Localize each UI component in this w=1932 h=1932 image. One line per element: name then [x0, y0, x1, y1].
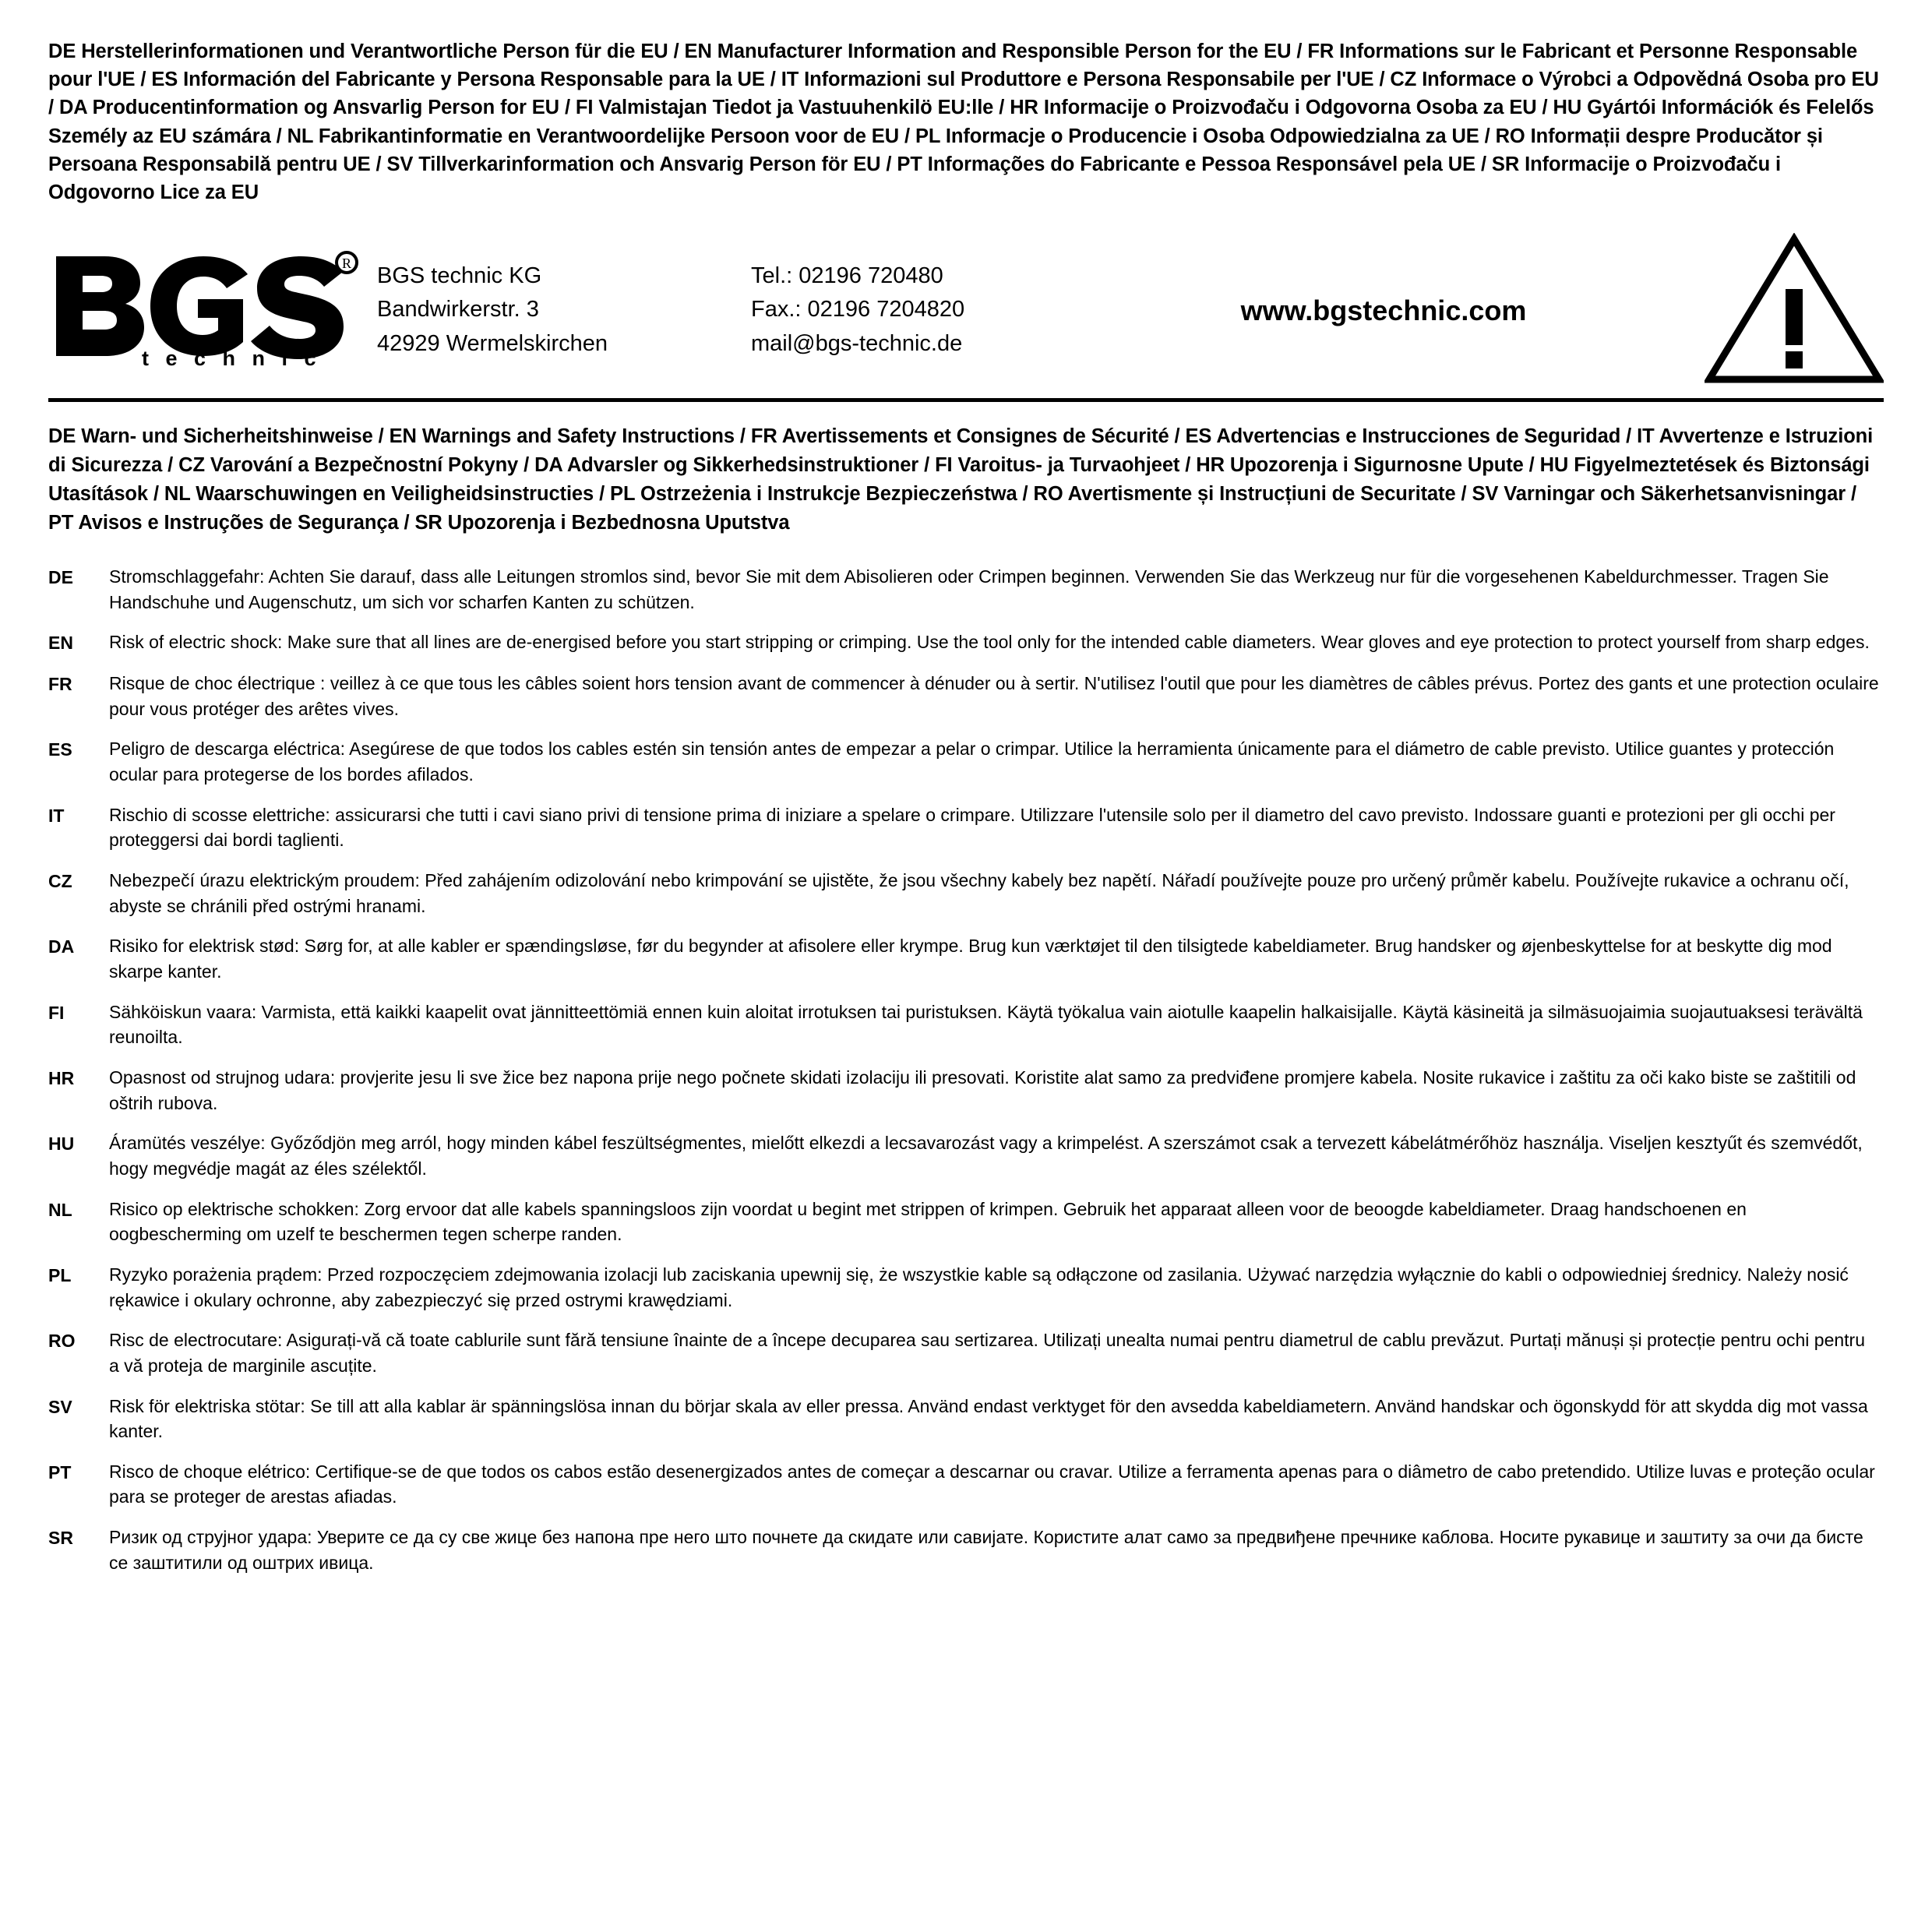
safety-instructions-heading: DE Warn- und Sicherheitshinweise / EN Warnings and Safety Instructions / FR Avertissements et Consignes de Sécurité / ES Advertencias e Instrucciones de Seguridad / IT Avvertenze e Istruzioni di Sicurezza / CZ Varování a Bezpečnostní Pokyny / DA Advarsler og Sikkerhedsinstruktioner / FI Varoitus- ja Turvaohjeet / HR Upozorenja i Sigurnosne Upute / HU Figyelmeztetések és Biztonsági Utasítások / NL Waarschuwingen en Veiligheidsinstructies / PL Ostrzeżenia i Instrukcje Bezpieczeństwa / RO Avertismente și Instrucțiuni de Securitate / SV Varningar och Säkerhetsanvisningar / PT Avisos e Instruções de Segurança / SR Upozorenja i Bezbednosna Uputstva	[48, 425, 1874, 534]
language-code: NL	[48, 1199, 72, 1220]
language-code: HR	[48, 1067, 75, 1088]
list-item	[48, 1459, 1884, 1510]
language-list	[48, 564, 1884, 1575]
language-text: Ryzyko porażenia prądem: Przed rozpoczęciem zdejmowania izolacji lub zaciskania upewnij się, że wszystkie kable są odłączone od zasilania. Używać narzędzia wyłącznie do kabli o odpowiedniej średnicy. Należy nosić rękawice i okulary ochronne, aby zabezpieczyć się przed ostrymi krawędziami.	[109, 1264, 1849, 1310]
language-code: DA	[48, 936, 75, 957]
language-text: Risco de choque elétrico: Certifique-se de que todos os cabos estão desenergizados antes de começar a descarnar ou cravar. Utilize a ferramenta apenas para o diâmetro de cabo pretendido. Utilize luvas e proteção ocular para se proteger de arestas afiadas.	[109, 1461, 1875, 1507]
language-text: Risque de choc électrique : veillez à ce que tous les câbles soient hors tension avant de commencer à dénuder ou à sertir. N'utilisez l'outil que pour les diamètres de câbles prévus. Portez des gants et une protection oculaire pour vous protéger des arêtes vives.	[109, 673, 1879, 719]
company-address	[377, 256, 751, 361]
company-city: 42929 Wermelskirchen	[377, 330, 608, 356]
language-code: FR	[48, 674, 72, 695]
company-street: Bandwirkerstr. 3	[377, 297, 539, 323]
language-text: Nebezpečí úrazu elektrickým proudem: Před zahájením odizolování nebo krimpování se ujistěte, že jsou všechny kabely bez napětí. Nářadí používejte pouze pro určený průměr kabelu. Používejte rukavice a ochranu očí, abyste se chránili před ostrými hranami.	[109, 870, 1849, 916]
list-item	[48, 1394, 1884, 1444]
company-tel: Tel.: 02196 720480	[751, 263, 943, 288]
list-item	[48, 933, 1884, 984]
language-code: FI	[48, 1002, 65, 1023]
language-text: Ризик од струјног удара: Уверите се да су све жице без напона пре него што почнете да скидате или савијате. Користите алат само за предвиђене пречнике каблова. Носите рукавице и заштиту за очи да бисте се заштитили од оштрих ивица.	[109, 1527, 1863, 1573]
svg-text:R: R	[341, 256, 352, 272]
bgs-logo	[44, 250, 377, 367]
language-code: HU	[48, 1133, 75, 1155]
company-fax: Fax.: 02196 7204820	[751, 297, 965, 323]
language-text: Sähköiskun vaara: Varmista, että kaikki kaapelit ovat jännitteettömiä ennen kuin aloitat irrotuksen tai puristuksen. Käytä työkalua vain aiotulle kaapelin halkaisijalle. Käytä käsineitä ja silmäsuojaimia suojautuaksesi terävältä reunoilta.	[109, 1001, 1863, 1048]
manufacturer-block	[44, 219, 1888, 395]
list-item	[48, 868, 1884, 918]
list-item	[48, 1327, 1884, 1378]
list-item	[48, 1525, 1884, 1575]
language-text: Stromschlaggefahr: Achten Sie darauf, dass alle Leitungen stromlos sind, bevor Sie mit dem Abisolieren oder Crimpen beginnen. Verwenden Sie das Werkzeug nur für die vorgesehenen Kabeldurchmesser. Tragen Sie Handschuhe und Augenschutz, um sich vor scharfen Kanten zu schützen.	[109, 566, 1829, 612]
language-text: Risiko for elektrisk stød: Sørg for, at alle kabler er spændingsløse, før du begynder at afisolere eller krympe. Brug kun værktøjet til den tilsigtede kabeldiameter. Brug handsker og øjenbeskyttelse for at beskytte dig mod skarpe kanter.	[109, 936, 1832, 982]
language-code: PT	[48, 1461, 72, 1482]
list-item	[48, 802, 1884, 853]
company-contact	[751, 256, 1094, 361]
section-divider	[48, 398, 1884, 402]
list-item	[48, 1262, 1884, 1313]
list-item	[48, 1065, 1884, 1116]
list-item	[48, 736, 1884, 787]
list-item	[48, 1197, 1884, 1247]
language-text: Áramütés veszélye: Győződjön meg arról, hogy minden kábel feszültségmentes, mielőtt elkezdi a lecsavarozást vagy a krimpelést. A szerszámot csak a tervezett kábelátmérőhöz használja. Viseljen kesztyűt és szemvédőt, hogy megvédje magát az éles szélektől.	[109, 1133, 1863, 1179]
language-code: RO	[48, 1331, 76, 1352]
language-text: Risc de electrocutare: Asigurați-vă că toate cablurile sunt fără tensiune înainte de a începe decuparea sau sertizarea. Utilizați unealta numai pentru diametrul de cablu prevăzut. Purtați mănuși și protecție pentru ochi pentru a vă proteja de marginile ascuțite.	[109, 1330, 1865, 1376]
language-code: SV	[48, 1396, 72, 1417]
svg-text:t e c h n i c: t e c h n i c	[142, 347, 322, 368]
list-item	[48, 564, 1884, 615]
language-text: Opasnost od strujnog udara: provjerite jesu li sve žice bez napona prije nego počnete skidati izolaciju ili presovati. Koristite alat samo za predviđene promjere kabela. Nosite rukavice i zaštitu za oči kako biste se zaštitili od oštrih rubova.	[109, 1066, 1856, 1113]
manufacturer-info-heading: DE Herstellerinformationen und Verantwortliche Person für die EU / EN Manufacturer Information and Responsible Person for the EU / FR Informations sur le Fabricant et Personne Responsable pour l'UE / ES Información del Fabricante y Persona Responsable para la UE / IT Informazioni sul Produttore e Persona Responsabile per l'UE / CZ Informace o Výrobci a Odpovědná Osoba pro EU / DA Producentinformation og Ansvarlig Person for EU / FI Valmistajan Tiedot ja Vastuuhenkilö EU:lle / HR Informacije o Proizvođaču i Odgovorna Osoba za EU / HU Gyártói Információk és Felelős Személy az EU számára / NL Fabrikantinformatie en Verantwoordelijke Persoon voor de EU / PL Informacje o Producencie i Osoba Odpowiedzialna za UE / RO Informații despre Producător și Persoana Responsabilă pentru UE / SV Tillverkarinformation och Ansvarig Person för EU / PT Informações do Fabricante e Pessoa Responsável pela UE / SR Informacije o Proizvođaču i Odgovorno Lice za EU	[48, 41, 1879, 204]
list-item	[48, 999, 1884, 1050]
language-code: SR	[48, 1528, 73, 1549]
warning-triangle-icon	[1673, 233, 1888, 385]
language-code: PL	[48, 1264, 72, 1285]
language-code: EN	[48, 633, 73, 654]
language-text: Peligro de descarga eléctrica: Asegúrese de que todos los cables estén sin tensión antes de empezar a pelar o crimpar. Utilice la herramienta únicamente para el diámetro de cable previsto. Utilice guantes y protección ocular para protegerse de los bordes afilados.	[109, 739, 1835, 785]
language-code: DE	[48, 567, 73, 588]
company-name: BGS technic KG	[377, 263, 542, 288]
language-code: ES	[48, 739, 72, 760]
list-item	[48, 1130, 1884, 1181]
language-text: Risk för elektriska stötar: Se till att alla kablar är spänningslösa innan du börjar skala av eller pressa. Använd endast verktyget för den avsedda kabeldiametern. Använd handskar och ögonskydd för att skydda dig mot vassa kanter.	[109, 1395, 1868, 1442]
list-item	[48, 671, 1884, 721]
list-item	[48, 629, 1884, 656]
language-text: Rischio di scosse elettriche: assicurarsi che tutti i cavi siano privi di tensione prima di iniziare a spelare o crimpare. Utilizzare l'utensile solo per il diametro del cavo previsto. Indossare guanti e protezioni per gli occhi per proteggersi dai bordi taglienti.	[109, 804, 1835, 851]
language-text: Risico op elektrische schokken: Zorg ervoor dat alle kabels spanningsloos zijn voordat u begint met strippen of krimpen. Gebruik het apparaat alleen voor de beoogde kabeldiameter. Draag handschoenen en oogbescherming om uzelf te beschermen tegen scherpe randen.	[109, 1198, 1747, 1245]
language-code: IT	[48, 805, 65, 826]
language-text: Risk of electric shock: Make sure that all lines are de-energised before you start stripping or crimping. Use the tool only for the intended cable diameters. Wear gloves and eye protection to protect yourself from sharp edges.	[109, 632, 1870, 653]
company-website[interactable]: www.bgstechnic.com	[1240, 294, 1527, 327]
company-email[interactable]: mail@bgs-technic.de	[751, 330, 963, 356]
language-code: CZ	[48, 871, 72, 891]
